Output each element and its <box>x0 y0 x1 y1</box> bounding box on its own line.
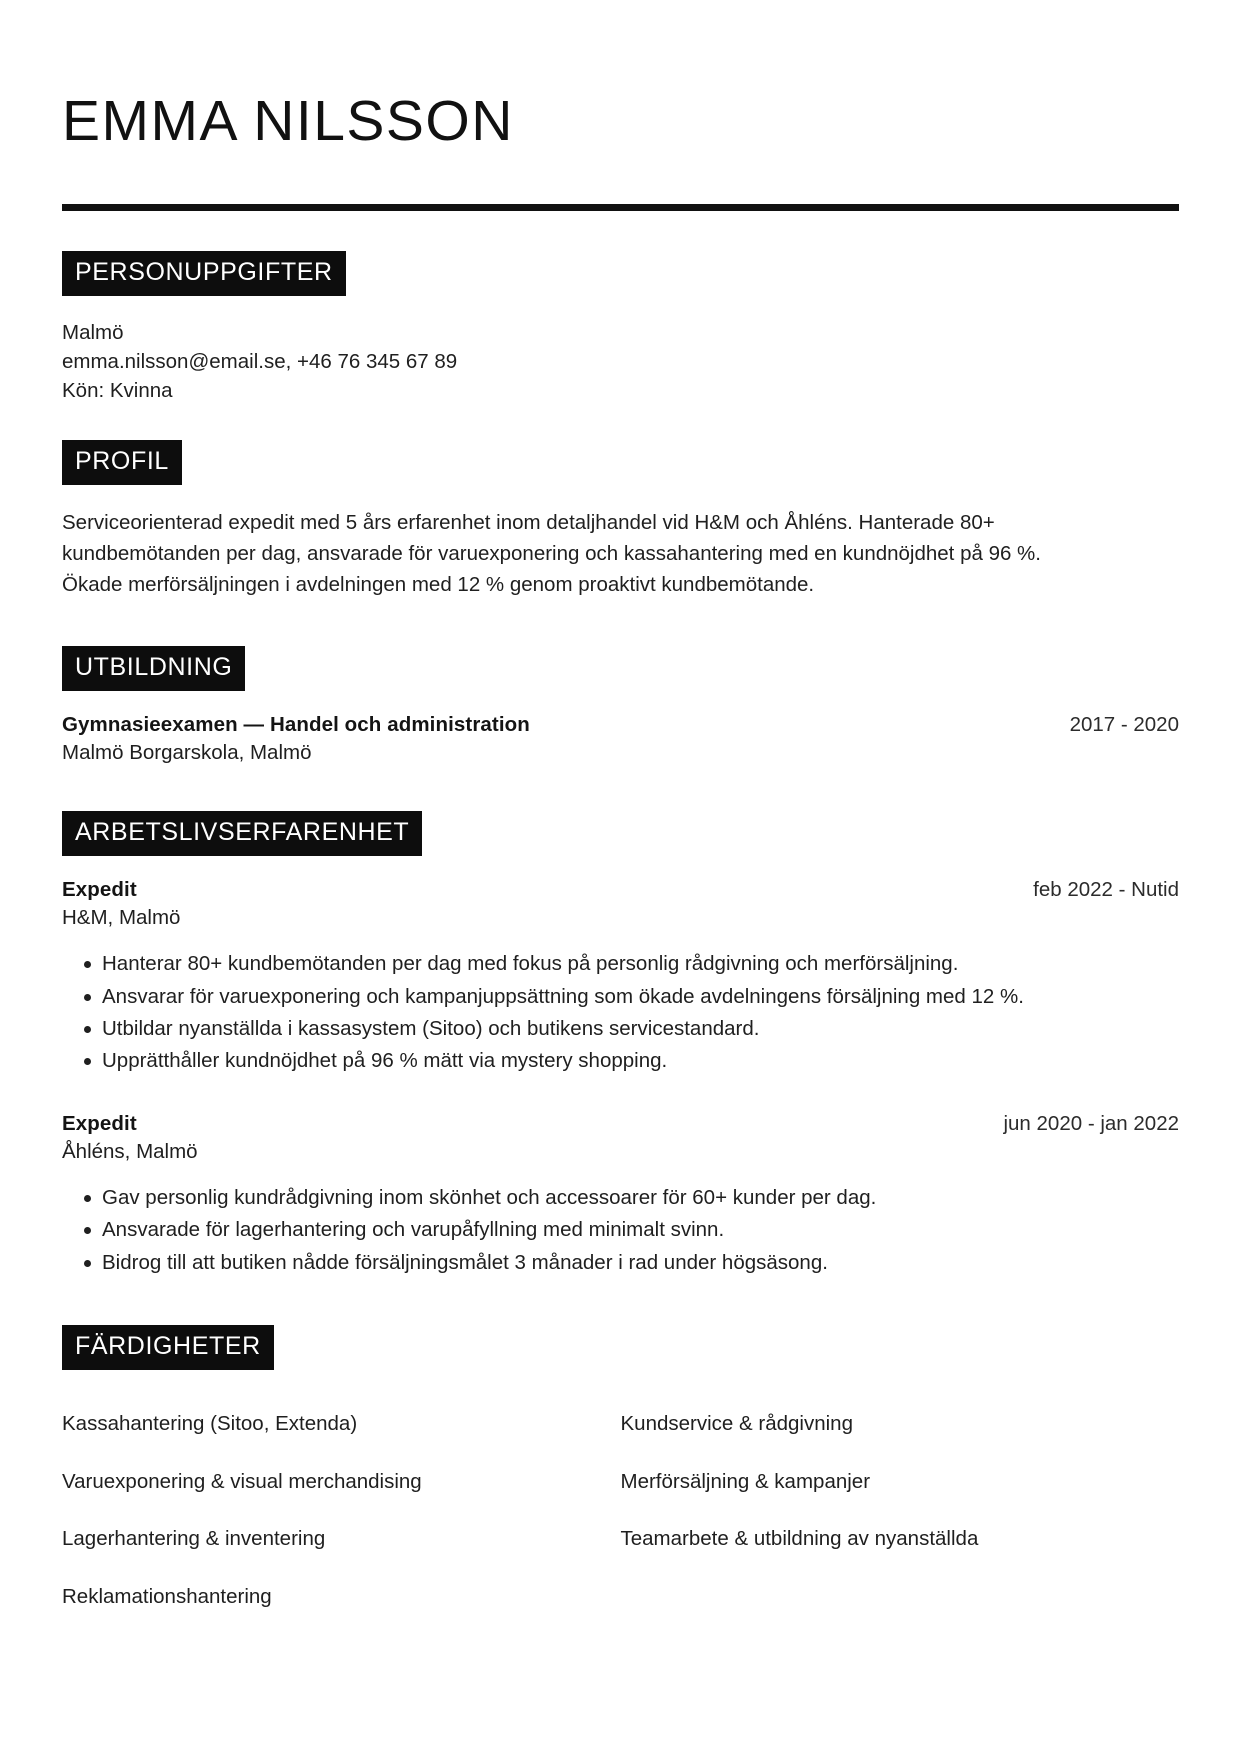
education-degree: Gymnasieexamen — Handel och administration <box>62 713 530 737</box>
experience-role: Expedit <box>62 878 137 902</box>
list-item: Upprätthåller kundnöjdhet på 96 % mätt via mystery shopping. <box>62 1045 1179 1077</box>
section-profile <box>62 440 1179 600</box>
skill-item: Kundservice & rådgivning <box>620 1411 853 1435</box>
personal-detail-line: Kön: Kvinna <box>62 379 173 403</box>
skill-item: Merförsäljning & kampanjer <box>620 1469 871 1493</box>
experience-date: feb 2022 - Nutid <box>1033 878 1179 902</box>
education-date: 2017 - 2020 <box>1069 713 1179 737</box>
skill-item: Kassahantering (Sitoo, Extenda) <box>62 1411 358 1435</box>
header-divider <box>62 204 1179 211</box>
list-item: Bidrog till att butiken nådde försäljningsmålet 3 månader i rad under högsäsong. <box>62 1247 1179 1279</box>
list-item: Ansvarade för lagerhantering och varupåfyllning med minimalt svinn. <box>62 1214 1179 1246</box>
list-item: Ansvarar för varuexponering och kampanjuppsättning som ökade avdelningens försäljning med 12 %. <box>62 981 1179 1013</box>
personal-detail-line: emma.nilsson@email.se, +46 76 345 67 89 <box>62 350 458 374</box>
experience-entry-header <box>62 878 1179 902</box>
education-entry <box>62 713 1179 765</box>
section-heading-experience: ARBETSLIVSERFARENHET <box>62 811 422 856</box>
section-heading-personal: PERSONUPPGIFTER <box>62 251 346 296</box>
section-heading-profile: PROFIL <box>62 440 182 485</box>
section-heading-education: UTBILDNING <box>62 646 245 691</box>
experience-entry <box>62 1112 1179 1279</box>
experience-employer: Åhléns, Malmö <box>62 1139 198 1163</box>
skill-item: Teamarbete & utbildning av nyanställda <box>620 1527 979 1551</box>
experience-entry-header <box>62 1112 1179 1136</box>
personal-detail-line: Malmö <box>62 320 124 344</box>
section-personal-details <box>62 251 1179 406</box>
experience-bullet-list <box>62 948 1179 1078</box>
section-skills <box>62 1325 1179 1627</box>
skill-item: Reklamationshantering <box>62 1584 272 1608</box>
experience-date: jun 2020 - jan 2022 <box>1003 1111 1179 1135</box>
skills-grid <box>62 1396 1179 1627</box>
list-item: Utbildar nyanställda i kassasystem (Sitoo) och butikens servicestandard. <box>62 1013 1179 1045</box>
page-title: EMMA NILSSON <box>62 89 514 153</box>
section-heading-skills: FÄRDIGHETER <box>62 1325 274 1370</box>
section-experience <box>62 811 1179 1279</box>
profile-text: Serviceorienterad expedit med 5 års erfarenhet inom detaljhandel vid H&M och Åhléns. Hanterade 80+ kundbemötanden per dag, ansvarade för varuexponering och kassahantering med en kundnöjdhet på 96 %. Ökade merförsäljningen i avdelningen med 12 % genom proaktivt kundbemötande. <box>62 510 1041 597</box>
experience-bullet-list <box>62 1182 1179 1279</box>
skill-item: Lagerhantering & inventering <box>62 1527 326 1551</box>
list-item: Gav personlig kundrådgivning inom skönhet och accessoarer för 60+ kunder per dag. <box>62 1182 1179 1214</box>
education-institution: Malmö Borgarskola, Malmö <box>62 741 312 765</box>
list-item: Hanterar 80+ kundbemötanden per dag med fokus på personlig rådgivning och merförsäljning. <box>62 948 1179 980</box>
skill-item: Varuexponering & visual merchandising <box>62 1469 422 1493</box>
experience-role: Expedit <box>62 1111 137 1135</box>
experience-employer: H&M, Malmö <box>62 906 181 930</box>
experience-entry <box>62 878 1179 1078</box>
education-entry-header <box>62 713 1179 737</box>
section-education <box>62 646 1179 765</box>
